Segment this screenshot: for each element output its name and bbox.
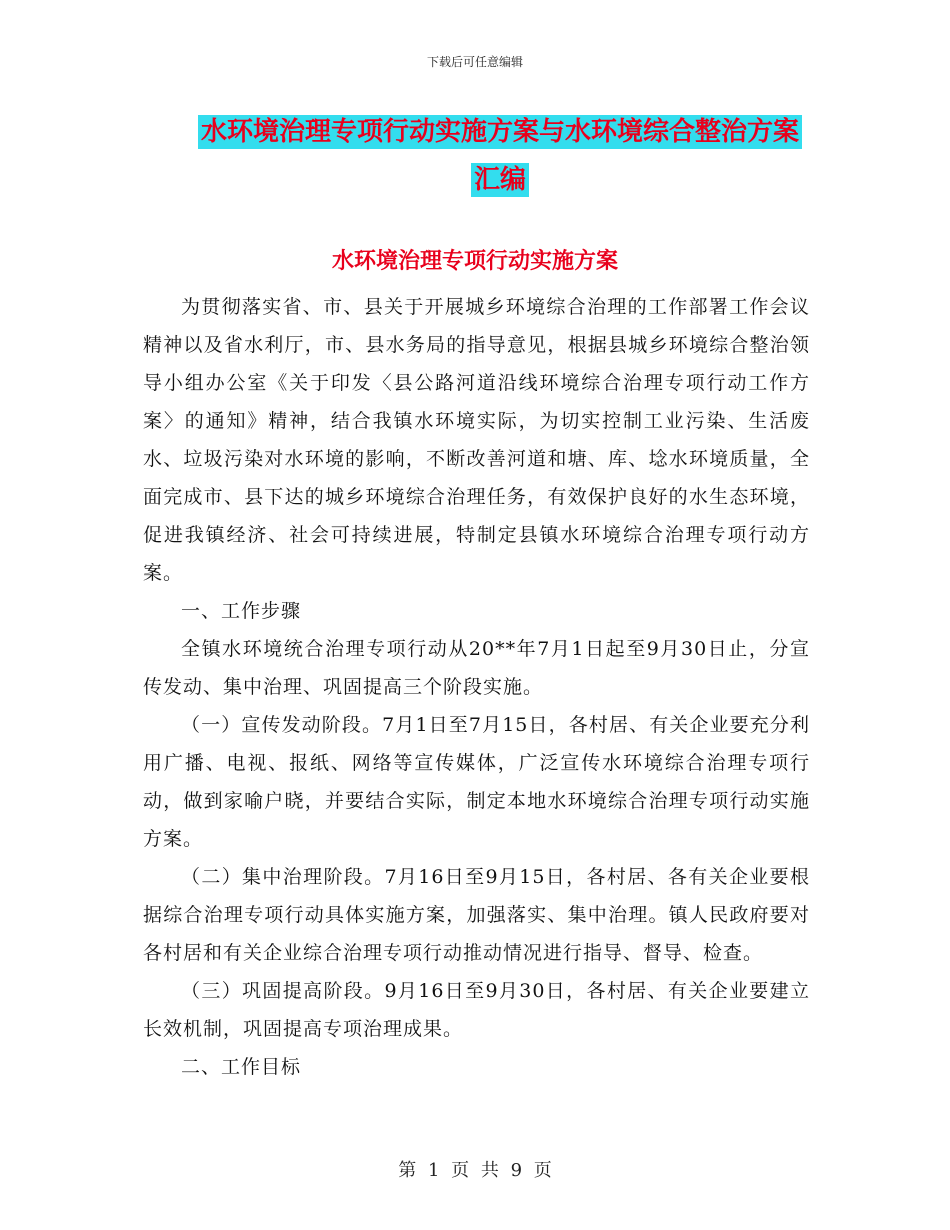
body-text [143,288,810,1086]
header-note: 下载后可任意编辑 [426,55,523,69]
paragraph: 全镇水环境统合治理专项行动从20**年7月1日起至9月30日止，分宣传发动、集中治理、巩固提高三个阶段实施。 [143,638,810,698]
paragraph: 二、工作目标 [181,1056,302,1078]
paragraph: 一、工作步骤 [181,600,302,622]
document-title [140,108,860,204]
paragraph: （三）巩固提高阶段。9月16日至9月30日，各村居、有关企业要建立长效机制，巩固提高专项治理成果。 [143,980,810,1040]
title-line-1: 水环境治理专项行动实施方案与水环境综合整治方案 [198,115,802,149]
paragraph: （二）集中治理阶段。7月16日至9月15日，各村居、各有关企业要根据综合治理专项行动具体实施方案，加强落实、集中治理。镇人民政府要对各村居和有关企业综合治理专项行动推动情况进行指导、督导、检查。 [143,866,810,964]
paragraph: 为贯彻落实省、市、县关于开展城乡环境综合治理的工作部署工作会议精神以及省水利厅，市、县水务局的指导意见，根据县城乡环境综合整治领导小组办公室《关于印发〈县公路河道沿线环境综合治理专项行动工作方案〉的通知》精神，结合我镇水环境实际，为切实控制工业污染、生活废水、垃圾污染对水环境的影响，不断改善河道和塘、库、埝水环境质量，全面完成市、县下达的城乡环境综合治理任务，有效保护良好的水生态环境，促进我镇经济、社会可持续进展，特制定县镇水环境综合治理专项行动方案。 [143,296,810,584]
page-footer: 第 1 页 共 9 页 [398,1160,552,1181]
title-line-2: 汇编 [471,163,529,197]
section-title: 水环境治理专项行动实施方案 [331,248,618,274]
paragraph: （一）宣传发动阶段。7月1日至7月15日，各村居、有关企业要充分利用广播、电视、报纸、网络等宣传媒体，广泛宣传水环境综合治理专项行动，做到家喻户晓，并要结合实际，制定本地水环境综合治理专项行动实施方案。 [143,714,810,850]
